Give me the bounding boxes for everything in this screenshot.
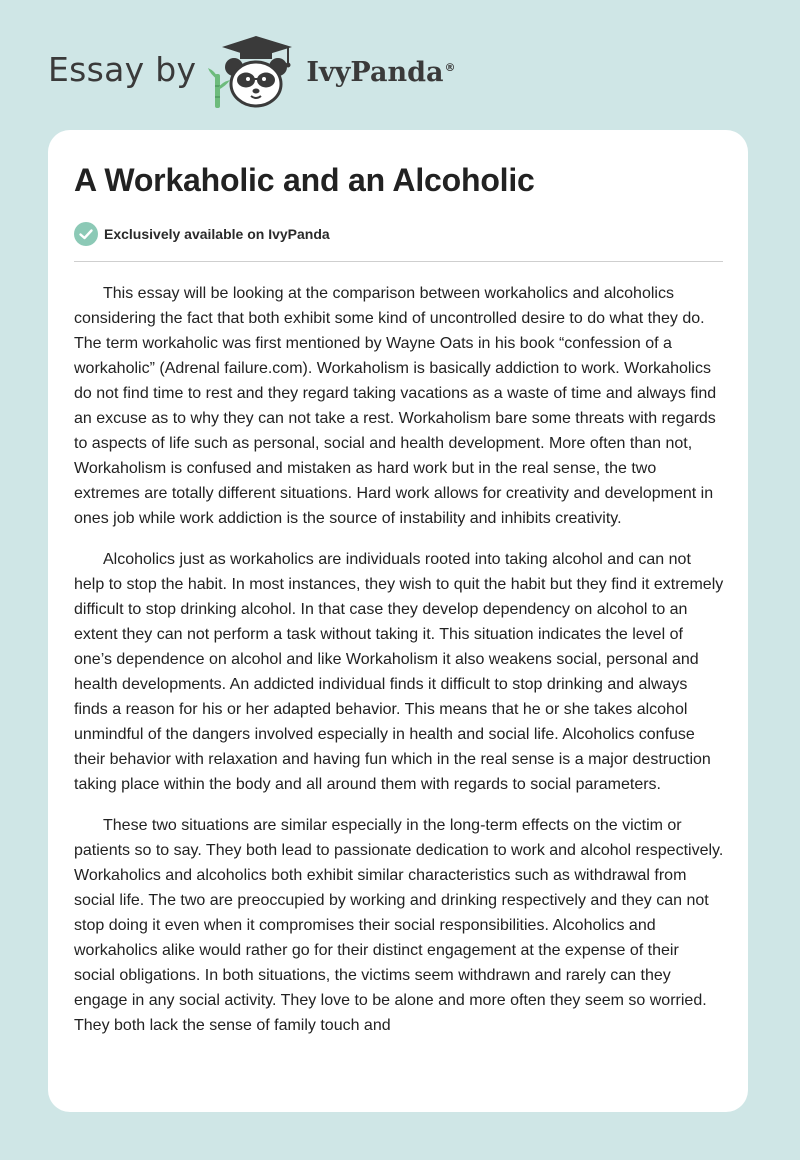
brand-registered-mark: ® — [444, 60, 456, 74]
brand-name[interactable] — [306, 57, 455, 88]
brand-name-text: IvyPanda — [306, 56, 444, 88]
title-divider — [74, 261, 723, 262]
essay-paragraph-3: These two situations are similar especially in the long-term effects on the victim or patients so to say. They both lead to passionate dedication to work and alcohol respectively. Workaholics and alcoholics both exhibit similar characteristics such as withdrawal from social life. The two are preoccupied by working and drinking respectively and they can not stop doing it even when it compromises their social responsibilities. Alcoholics and workaholics alike would rather go for their distinct engagement at the expense of their social obligations. In both situations, the victims seem withdrawn and rarely can they engage in any social activity. They love to be alone and more often they seem so worried. They both lack the sense of family touch and — [74, 817, 724, 1034]
page-title: A Workaholic and an Alcoholic — [74, 162, 535, 198]
exclusive-badge — [74, 222, 330, 246]
exclusive-badge-text: Exclusively available on IvyPanda — [104, 226, 330, 242]
essay-paragraph-1: This essay will be looking at the comparison between workaholics and alcoholics considering the fact that both exhibit some kind of uncontrolled desire to do what they do. The term workaholic was first mentioned by Wayne Oats in his book “confession of a workaholic” (Adrenal failure.com). Workaholism is basically addiction to work. Workaholics do not find time to rest and they regard taking vacations as a waste of time and always find an excuse as to why they can not take a rest. Workaholism bare some threats with regards to aspects of life such as personal, social and health development. More often than not, Workaholism is confused and mistaken as hard work but in the real sense, the two extremes are totally different situations. Hard work allows for creativity and development in ones job while work addiction is the source of instability and inhibits creativity. — [74, 285, 717, 527]
panda-graduate-logo-icon[interactable] — [208, 34, 300, 112]
brand-prefix: Essay by — [48, 49, 197, 89]
article-card — [48, 130, 748, 1112]
site-header — [48, 34, 455, 112]
essay-paragraph-2: Alcoholics just as workaholics are individuals rooted into taking alcohol and can not help to stop the habit. In most instances, they wish to quit the habit but they find it extremely difficult to stop drinking alcohol. In that case they develop dependency on alcohol to an extent they can not perform a task without taking it. This situation indicates the level of one’s dependence on alcohol and like Workaholism it also weakens social, personal and health developments. An addicted individual finds it difficult to stop drinking and always finds a reason for his or her adapted behavior. This means that he or she takes alcohol unmindful of the dangers involved especially in health and social life. Alcoholics confuse their behavior with relaxation and having fun which in the real sense is a major destruction taking place within the body and all around them with regards to social parameters. — [74, 551, 724, 793]
essay-body — [74, 281, 724, 1054]
check-circle-icon — [74, 222, 98, 246]
